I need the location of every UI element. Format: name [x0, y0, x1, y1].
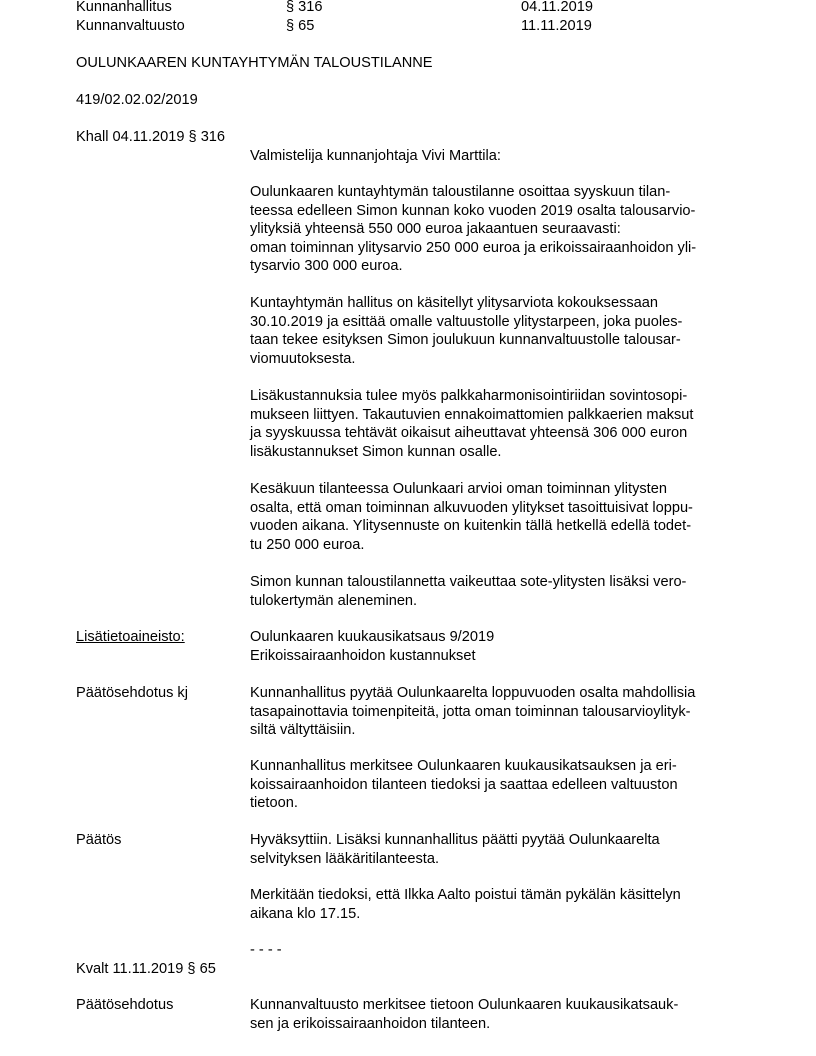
- kvalt-proposal-text: [250, 996, 678, 1033]
- header-body-kvalt: Kunnanvaltuusto: [76, 18, 185, 34]
- text-line: lisäkustannukset Simon kunnan osalle.: [250, 443, 502, 460]
- text-line: tu 250 000 euroa.: [250, 536, 365, 553]
- text-line: Merkitään tiedoksi, että Ilkka Aalto poistui tämän pykälän käsittelyn: [250, 887, 681, 903]
- khall-paragraph-2: [250, 294, 682, 368]
- text-line: koissairaanhoidon tilanteen tiedoksi ja saattaa edelleen valtuuston: [250, 776, 678, 793]
- text-line: Kunnanhallitus pyytää Oulunkaarelta loppuvuoden osalta mahdollisia: [250, 685, 696, 701]
- text-line: selvityksen lääkäritilanteesta.: [250, 850, 439, 867]
- text-line: mukseen liittyen. Takautuvien ennakoimattomien palkkaerien maksut: [250, 406, 694, 423]
- proposal-paragraph-2: [250, 757, 678, 813]
- kvalt-proposal-label: Päätösehdotus: [76, 997, 174, 1013]
- text-line: tasapainottavia toimenpiteitä, jotta oman toiminnan talousarvioylityk-: [250, 703, 691, 720]
- text-line: aikana klo 17.15.: [250, 905, 361, 922]
- text-line: siltä vältyttäisiin.: [250, 722, 356, 738]
- text-line: oman toiminnan ylitysarvio 250 000 euroa ja erikoissairaanhoidon yli-: [250, 239, 697, 256]
- proposal-paragraph-1: [250, 684, 695, 740]
- text-line: tysarvio 300 000 euroa.: [250, 258, 403, 274]
- header-date-khall: 04.11.2019: [521, 0, 593, 15]
- text-line: ylityksiä yhteensä 550 000 euroa jakaantuen seuraavasti:: [250, 221, 621, 237]
- text-line: Simon kunnan taloustilannetta vaikeuttaa sote-ylitysten lisäksi vero-: [250, 574, 687, 590]
- text-line: tietoon.: [250, 795, 298, 811]
- header-section-kvalt: § 65: [286, 18, 315, 34]
- text-line: Oulunkaaren kuntayhtymän taloustilanne osoittaa syyskuun tilan-: [250, 184, 671, 200]
- document-title: OULUNKAAREN KUNTAYHTYMÄN TALOUSTILANNE: [76, 55, 433, 71]
- text-line: vuoden aikana. Ylitysennuste on kuitenkin tällä hetkellä edellä todet-: [250, 518, 692, 534]
- attachment-item: Erikoissairaanhoidon kustannukset: [250, 647, 476, 664]
- section-separator: - - - -: [250, 942, 282, 958]
- text-line: Hyväksyttiin. Lisäksi kunnanhallitus päätti pyytää Oulunkaarelta: [250, 832, 660, 848]
- preparer-line: Valmistelija kunnanjohtaja Vivi Marttila:: [250, 148, 501, 164]
- text-line: ja syyskuussa tehtävät oikaisut aiheuttavat yhteensä 306 000 euron: [250, 425, 688, 441]
- text-line: tulokertymän aleneminen.: [250, 592, 418, 609]
- khall-paragraph-5: [250, 573, 686, 610]
- text-line: Kunnanvaltuusto merkitsee tietoon Oulunkaaren kuukausikatsauk-: [250, 997, 679, 1013]
- text-line: viomuutoksesta.: [250, 350, 356, 367]
- text-line: osalta, että oman toiminnan alkuvuoden ylitykset tasoittuisivat loppu-: [250, 499, 693, 516]
- khall-heading: Khall 04.11.2019 § 316: [76, 129, 226, 145]
- khall-paragraph-4: [250, 480, 693, 554]
- decision-paragraph-2: [250, 886, 681, 923]
- attachments-label: Lisätietoaineisto:: [76, 629, 185, 645]
- header-body-khall: Kunnanhallitus: [76, 0, 172, 15]
- khall-paragraph-3: [250, 387, 693, 461]
- header-date-kvalt: 11.11.2019: [521, 18, 592, 34]
- header-section-khall: § 316: [286, 0, 323, 15]
- text-line: Kunnanhallitus merkitsee Oulunkaaren kuukausikatsauksen ja eri-: [250, 758, 677, 774]
- decision-paragraph-1: [250, 831, 660, 868]
- kvalt-heading: Kvalt 11.11.2019 § 65: [76, 961, 216, 977]
- text-line: taan tekee esityksen Simon joulukuun kunnanvaltuustolle talousar-: [250, 332, 681, 348]
- proposal-label: Päätösehdotus kj: [76, 685, 188, 701]
- attachment-item: Oulunkaaren kuukausikatsaus 9/2019: [250, 629, 495, 645]
- record-number: 419/02.02.02/2019: [76, 92, 198, 108]
- decision-label: Päätös: [76, 832, 122, 848]
- text-line: Lisäkustannuksia tulee myös palkkaharmonisointiriidan sovintosopi-: [250, 388, 688, 404]
- attachments-list: [250, 628, 494, 665]
- text-line: 30.10.2019 ja esittää omalle valtuustolle ylitystarpeen, joka puoles-: [250, 313, 683, 330]
- text-line: sen ja erikoissairaanhoidon tilanteen.: [250, 1015, 491, 1032]
- text-line: teessa edelleen Simon kunnan koko vuoden 2019 osalta talousarvio-: [250, 202, 696, 219]
- text-line: Kuntayhtymän hallitus on käsitellyt ylitysarviota kokouksessaan: [250, 295, 659, 311]
- text-line: Kesäkuun tilanteessa Oulunkaari arvioi oman toiminnan ylitysten: [250, 481, 667, 497]
- khall-paragraph-1: [250, 183, 696, 276]
